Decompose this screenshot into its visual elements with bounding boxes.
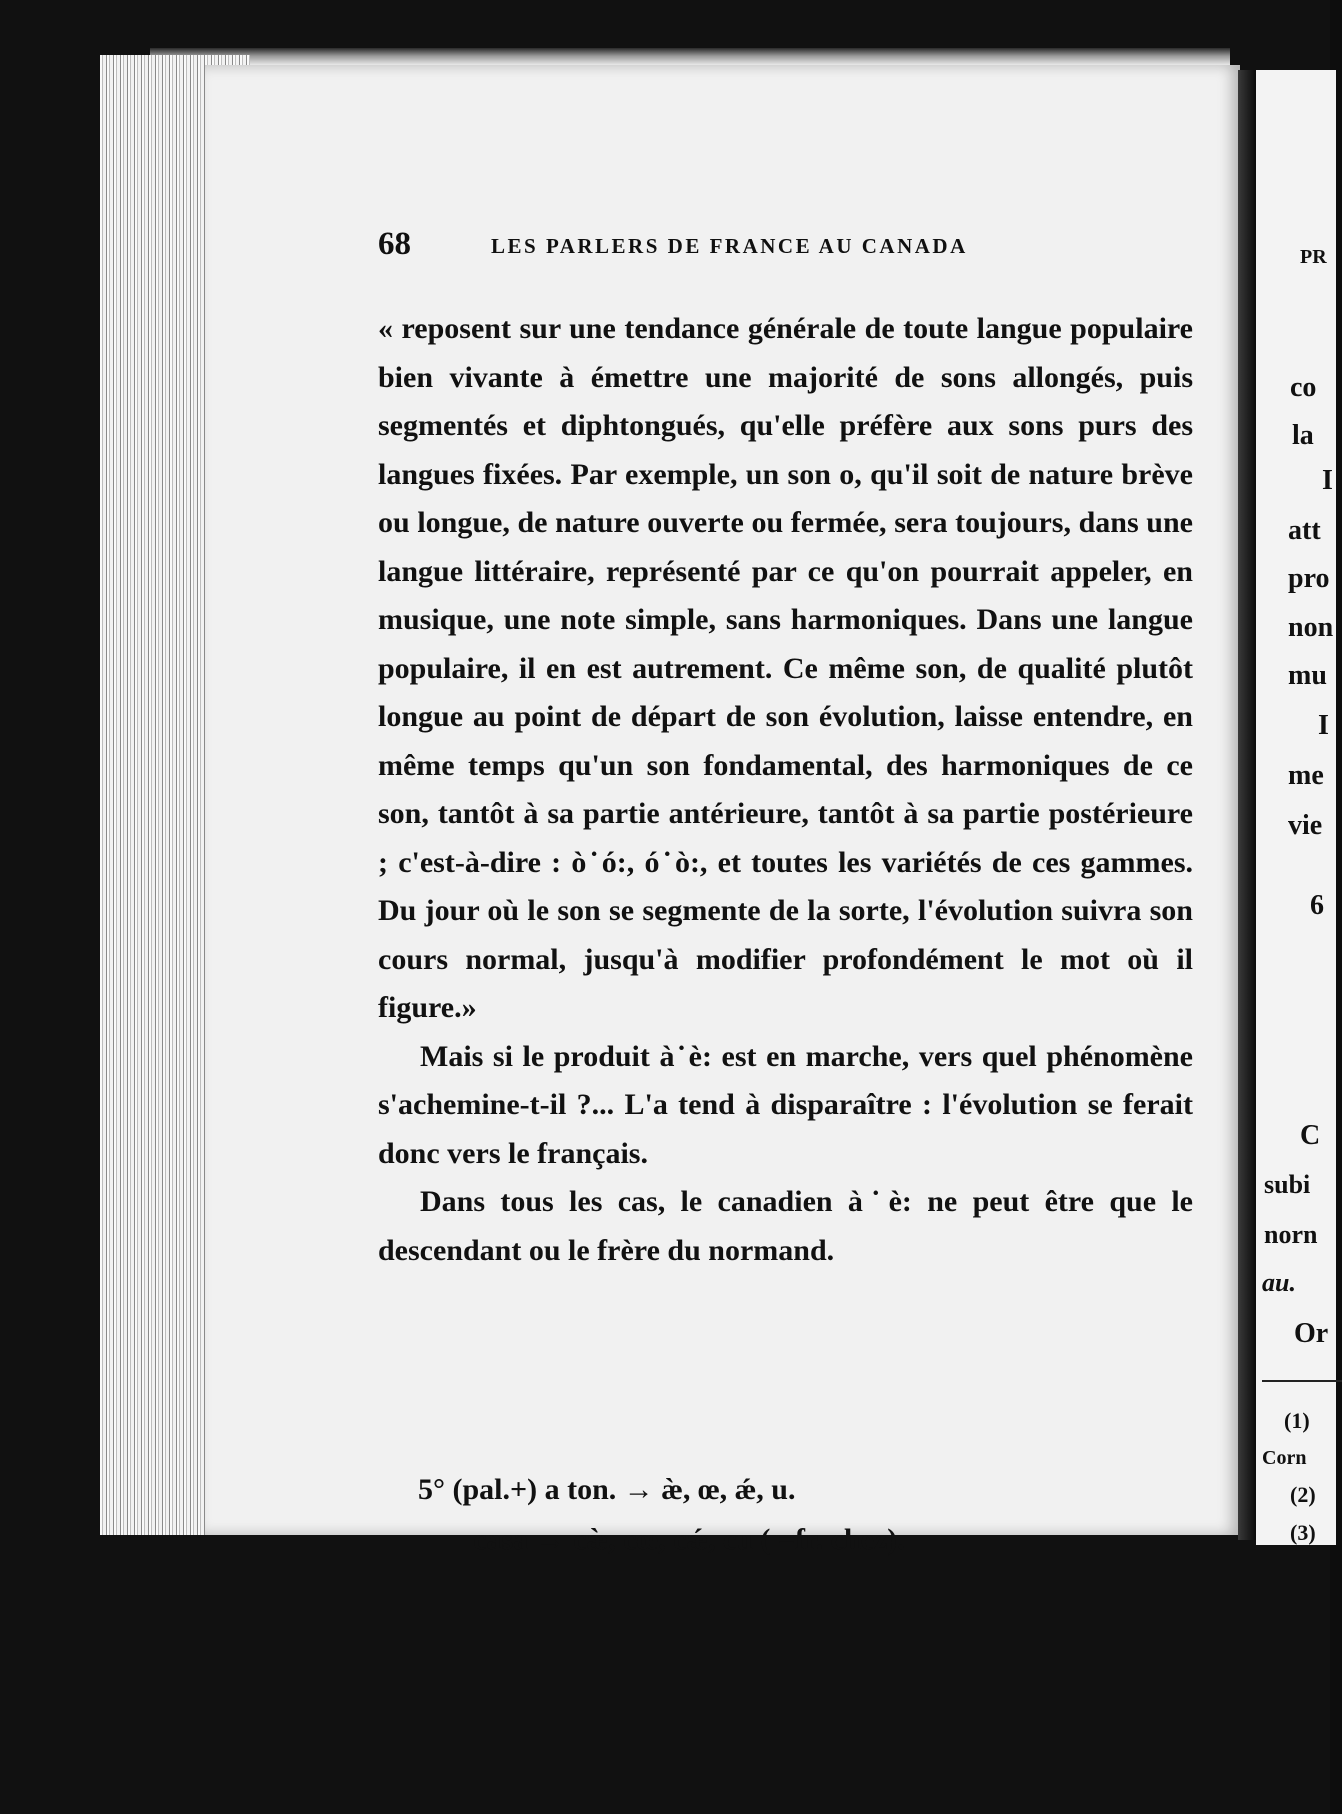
right-page-fragment: subi bbox=[1264, 1170, 1311, 1199]
right-page-fragment: norn bbox=[1264, 1220, 1318, 1249]
example-word-line: casa → cæ̀, cœ, cǽ, cu ( =fr. chez). bbox=[473, 1523, 905, 1556]
paragraph-3: Dans tous les cas, le canadien à˙è: ne peut être que le descendant ou le frère du normand. bbox=[378, 1185, 1193, 1267]
example-rule-line: 5° (pal.+) a ton. → æ̀, œ, ǽ, u. bbox=[418, 1473, 796, 1506]
right-page-footnote: (3) bbox=[1290, 1520, 1316, 1545]
page-header bbox=[378, 226, 1098, 266]
example-block bbox=[418, 1465, 1118, 1565]
footnote-rule bbox=[1262, 1380, 1342, 1382]
right-page-fragment: I bbox=[1322, 465, 1333, 496]
right-page-fragment: la bbox=[1292, 420, 1314, 451]
right-page-fragment: C bbox=[1300, 1120, 1321, 1151]
right-page-fragment: co bbox=[1290, 372, 1317, 403]
right-page-fragment: 6 bbox=[1310, 890, 1324, 921]
page-number: 68 bbox=[378, 226, 411, 262]
right-page-fragment: au. bbox=[1262, 1268, 1296, 1297]
paragraph-2: Mais si le produit à˙è: est en marche, vers quel phénomène s'achemine-t-il ?... L'a tend à disparaître : l'évolution se ferait donc vers le français. bbox=[378, 1039, 1193, 1170]
right-page-fragment: mu bbox=[1288, 660, 1327, 691]
right-page-fragment: non bbox=[1288, 612, 1334, 643]
page-stack-top-edge bbox=[150, 48, 1230, 66]
right-page-fragment: vie bbox=[1288, 810, 1323, 841]
right-page-footnote: (1) bbox=[1284, 1408, 1310, 1433]
right-page-footnote: Corn bbox=[1262, 1447, 1307, 1469]
main-text bbox=[378, 305, 1193, 1275]
running-title: LES PARLERS DE FRANCE AU CANADA bbox=[491, 234, 968, 258]
book-gutter bbox=[1238, 70, 1258, 1540]
right-page-footnote: (2) bbox=[1290, 1482, 1316, 1507]
right-page-fragment: I bbox=[1318, 710, 1329, 741]
right-page-fragment: me bbox=[1288, 760, 1324, 791]
right-page-fragment: pro bbox=[1288, 563, 1330, 594]
right-page-header-fragment: PR bbox=[1300, 246, 1327, 268]
right-page-fragment: Or bbox=[1294, 1318, 1329, 1349]
right-page-fragment: att bbox=[1288, 515, 1321, 546]
paragraph-quote: « reposent sur une tendance générale de toute langue populaire bien vivante à émettre une majorité de sons allongés, puis segmentés et diphtongués, qu'elle préfère aux sons purs des langues fixées. Par exemple, un son o, qu'il soit de nature brève ou longue, de nature ouverte ou fermée, sera toujours, dans une langue littéraire, représenté par ce qu'on pourrait appeler, en musique, une note simple, sans harmoniques. Dans une langue populaire, il en est autrement. Ce même son, de qualité plutôt longue au point de départ de son évolution, laisse entendre, en même temps qu'un son fondamental, des harmoniques de ce son, tantôt à sa partie antérieure, tantôt à sa partie postérieure ; c'est-à-dire : ò˙ó:, ó˙ò:, et toutes les variétés de ces gammes. Du jour où le son se segmente de la sorte, l'évolution suivra son cours normal, jusqu'à modifier profondément le mot où il figure.» bbox=[378, 312, 1193, 1024]
